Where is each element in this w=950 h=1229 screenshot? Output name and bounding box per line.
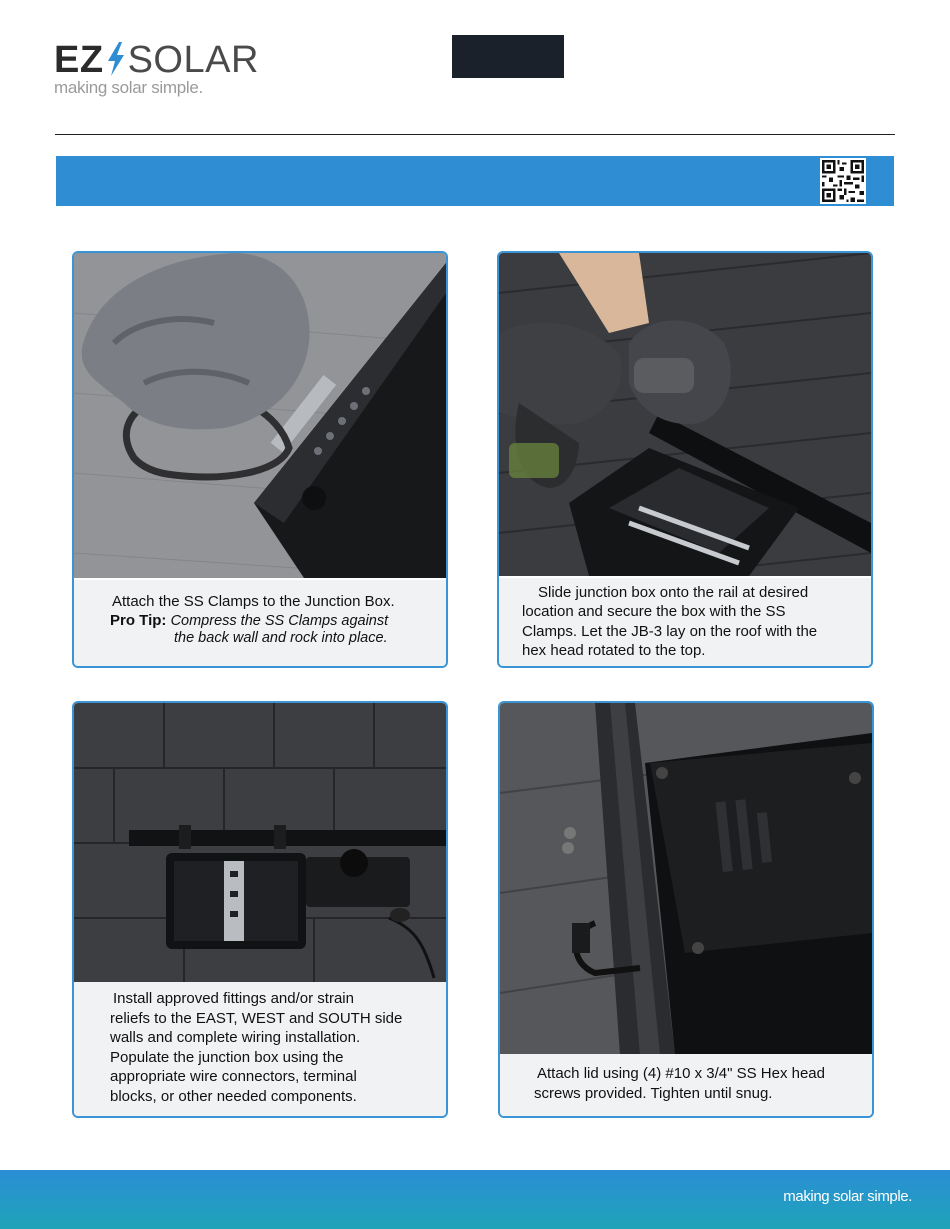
- step-1-photo: [74, 253, 446, 578]
- step-3-text-line: Install approved fittings and/or strain: [113, 990, 354, 1007]
- step-3-text-line: blocks, or other needed components.: [110, 1088, 357, 1105]
- lightning-bolt-icon: [105, 42, 127, 76]
- logo-solar-text: SOLAR: [127, 39, 259, 81]
- header-divider: [55, 134, 895, 135]
- step-3-text-line: reliefs to the EAST, WEST and SOUTH side: [110, 1010, 403, 1027]
- step-1-caption: [74, 580, 446, 666]
- step-2-photo: [499, 253, 871, 576]
- step-3-text-line: appropriate wire connectors, terminal: [110, 1068, 357, 1085]
- step-2-text-line: Slide junction box onto the rail at desired: [538, 584, 809, 601]
- dark-color-swatch: [452, 35, 564, 78]
- step-3-text-line: walls and complete wiring installation.: [110, 1029, 361, 1046]
- step-2-text-line: location and secure the box with the SS: [522, 603, 786, 620]
- ez-solar-logo: [54, 39, 259, 102]
- step-4-photo: [500, 703, 872, 1055]
- step-2-text-line: hex head rotated to the top.: [522, 642, 706, 659]
- pro-tip-text: the back wall and rock into place.: [174, 630, 388, 646]
- pro-tip-label: Pro Tip:: [110, 612, 167, 629]
- step-2-text-line: Clamps. Let the JB-3 lay on the roof with the: [522, 623, 818, 640]
- footer-tagline: making solar simple.: [783, 1188, 912, 1205]
- step-3-text-line: Populate the junction box using the: [110, 1049, 344, 1066]
- footer-bar: [0, 1170, 950, 1229]
- logo-tagline: making solar simple.: [54, 78, 203, 97]
- title-banner: [56, 156, 894, 206]
- step-4-caption: [500, 1054, 872, 1116]
- pro-tip-text: Compress the SS Clamps against: [170, 613, 389, 629]
- step-3-caption: [74, 982, 446, 1116]
- step-card-2: [497, 251, 873, 668]
- step-4-text-line: screws provided. Tighten until snug.: [534, 1085, 773, 1102]
- step-2-caption: [499, 578, 871, 666]
- qr-code-icon: [820, 158, 866, 204]
- logo-ez-text: EZ: [54, 39, 104, 81]
- step-card-3: [72, 701, 448, 1118]
- step-4-text-line: Attach lid using (4) #10 x 3/4" SS Hex head: [537, 1065, 825, 1082]
- step-1-text-line: Attach the SS Clamps to the Junction Box.: [112, 593, 395, 610]
- step-card-1: [72, 251, 448, 668]
- step-3-photo: [74, 703, 446, 983]
- step-card-4: [498, 701, 874, 1118]
